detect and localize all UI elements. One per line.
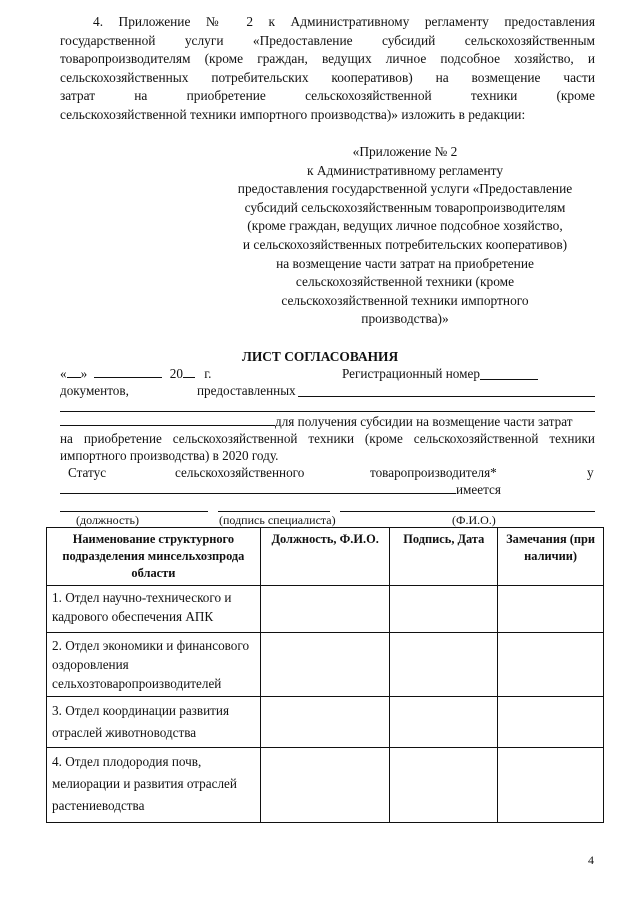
purpose-row <box>60 413 595 430</box>
table-row <box>47 748 604 823</box>
year-suffix: г. <box>204 366 212 381</box>
blank-line[interactable] <box>60 411 595 412</box>
paragraph-line: товаропроизводителям (кроме граждан, ведущих личное подсобное хозяйство, и <box>60 51 595 67</box>
header-signature: Подпись, Дата <box>390 528 498 586</box>
appendix-line: субсидий сельскохозяйственным товаропроизводителям <box>244 199 566 215</box>
appendix-line: сельскохозяйственной техники (кроме <box>295 274 515 290</box>
department-cell: 4. Отдел плодородия почв, мелиорации и развития отраслей растениеводства <box>47 748 261 823</box>
day-blank[interactable] <box>67 365 81 378</box>
appendix-line: производства)» <box>361 311 449 327</box>
month-blank[interactable] <box>94 365 162 378</box>
signature-line[interactable] <box>218 511 330 512</box>
paragraph-line: затрат на приобретение сельскохозяйственной техники (кроме <box>60 88 595 104</box>
appendix-line: предоставления государственной услуги «Предоставление <box>237 181 573 197</box>
approval-table <box>46 527 604 823</box>
remarks-cell[interactable] <box>498 633 604 697</box>
signature-cell[interactable] <box>390 586 498 633</box>
appendix-line: «Приложение № 2 <box>352 144 458 159</box>
appendix-line: и сельскохозяйственных потребительских кооперативов) <box>242 236 568 252</box>
paragraph-line: государственной услуги «Предоставление субсидий сельскохозяйственным <box>60 32 595 48</box>
department-cell: 3. Отдел координации развития отраслей животноводства <box>47 697 261 748</box>
signature-cell[interactable] <box>390 633 498 697</box>
position-cell[interactable] <box>260 697 390 748</box>
date-quote-open: « <box>60 366 67 381</box>
documents-word: документов, <box>60 383 129 398</box>
department-cell: 2. Отдел экономики и финансового оздоровления сельхозтоваропроизводителей <box>47 633 261 697</box>
position-cell[interactable] <box>260 586 390 633</box>
remarks-cell[interactable] <box>498 748 604 823</box>
registration-label: Регистрационный номер <box>342 366 480 381</box>
page-number: 4 <box>588 853 594 867</box>
paragraph-line: 4. Приложение № 2 к Административному регламенту предоставления <box>93 14 595 29</box>
table-row <box>47 633 604 697</box>
year-prefix: 20 <box>169 366 183 381</box>
name-label: (Ф.И.О.) <box>452 513 496 527</box>
header-position: Должность, Ф.И.О. <box>260 528 390 586</box>
header-remarks: Замечания (при наличии) <box>498 528 604 586</box>
has-row <box>60 481 595 498</box>
documents-row <box>60 382 595 399</box>
table-row <box>47 586 604 633</box>
remarks-cell[interactable] <box>498 586 604 633</box>
appendix-header <box>210 143 600 329</box>
status-word: у <box>587 465 594 480</box>
table-header-row <box>47 528 604 586</box>
date-quote-close: » <box>80 366 88 381</box>
purpose-text: для получения субсидии на возмещение части затрат <box>275 414 573 429</box>
header-department: Наименование структурного подразделения минсельхозпрода области <box>47 528 261 586</box>
paragraph-line: сельскохозяйственных потребительских кооперативов) на возмещение части <box>60 69 595 85</box>
name-line[interactable] <box>340 511 595 512</box>
status-blank[interactable] <box>60 481 456 494</box>
purpose-cont-row: на приобретение сельскохозяйственной техники (кроме сельскохозяйственной техники <box>60 431 595 446</box>
has-label: имеется <box>456 482 501 497</box>
sheet-title: ЛИСТ СОГЛАСОВАНИЯ <box>241 349 399 364</box>
status-word: сельскохозяйственного <box>175 465 305 480</box>
appendix-line: сельскохозяйственной техники импортного <box>281 292 529 308</box>
amendment-paragraph <box>60 13 595 125</box>
position-label: (должность) <box>76 513 139 527</box>
date-registration-row <box>60 365 595 382</box>
applicant-blank[interactable] <box>60 413 275 426</box>
provided-word: предоставленных <box>197 383 296 398</box>
appendix-line: на возмещение части затрат на приобретение <box>276 255 534 271</box>
provided-by-blank[interactable] <box>298 384 595 397</box>
department-cell: 1. Отдел научно-технического и кадрового обеспечения АПК <box>47 586 261 633</box>
signature-cell[interactable] <box>390 697 498 748</box>
appendix-line: к Административному регламенту <box>306 162 504 178</box>
position-line[interactable] <box>60 511 208 512</box>
position-cell[interactable] <box>260 748 390 823</box>
year-blank[interactable] <box>183 365 195 378</box>
position-cell[interactable] <box>260 633 390 697</box>
purpose-cont-row-2: импортного производства) в 2020 году. <box>60 448 279 463</box>
registration-number-blank[interactable] <box>480 367 538 380</box>
table-row <box>47 697 604 748</box>
status-word: товаропроизводителя* <box>370 465 497 480</box>
signature-cell[interactable] <box>390 748 498 823</box>
appendix-line: (кроме граждан, ведущих личное подсобное хозяйство, <box>247 218 563 234</box>
paragraph-line: сельскохозяйственной техники импортного производства)» изложить в редакции: <box>60 106 526 122</box>
signature-label: (подпись специалиста) <box>219 513 336 527</box>
status-word: Статус <box>68 465 107 480</box>
remarks-cell[interactable] <box>498 697 604 748</box>
